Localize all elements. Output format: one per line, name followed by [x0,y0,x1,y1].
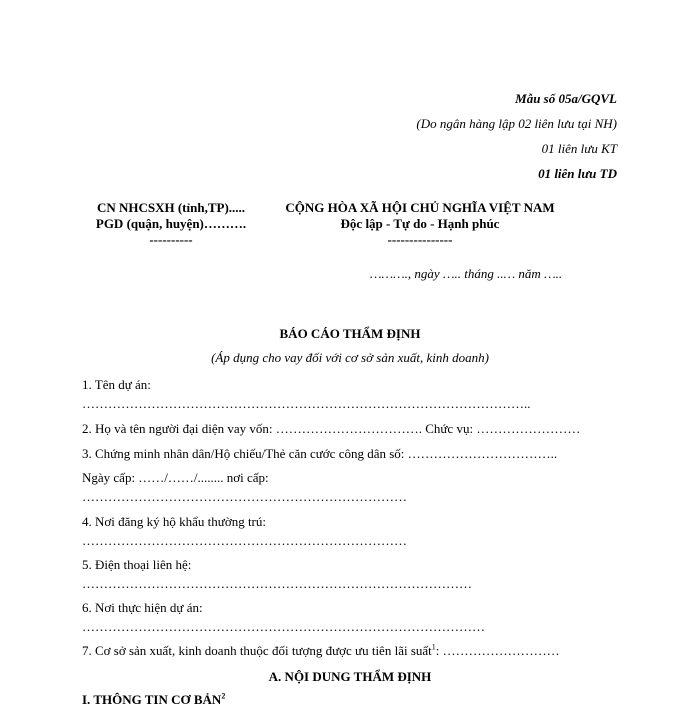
field-project-name-dots: ………………………………………………………………………………………….. [82,396,531,411]
footnote-2: 2 [221,691,226,701]
field-project-location: 6. Nơi thực hiện dự án: [82,600,203,615]
section-i-heading [82,692,225,708]
field-issue-date: Ngày cấp: ……/……/........ nơi cấp: [82,470,269,485]
field-representative: 2. Họ và tên người đại diện vay vốn: ……………………………. Chức vụ: …………………… [82,421,581,436]
section-i-label: I. THÔNG TIN CƠ BẢN [82,692,222,707]
field-project-location-dots: ………………………………………………………………………………… [82,619,485,634]
date-line: ………., ngày ….. tháng ..… năm ….. [370,266,563,281]
field-priority-interest-dots: : ……………………… [435,643,560,658]
right-header [270,200,570,248]
right-header-divider: --------------- [387,232,453,247]
form-code: Mẫu số 05a/GQVL [515,91,617,106]
document-title: BÁO CÁO THẨM ĐỊNH [279,326,421,341]
left-header [82,200,260,248]
field-issue-date-dots: ………………………………………………………………… [82,489,407,504]
field-priority-interest [82,643,560,659]
footnote-1: 1 [431,642,436,652]
copy-kt: 01 liên lưu KT [541,141,617,156]
left-header-divider: ---------- [149,232,193,247]
field-phone: 5. Điện thoại liên hệ: [82,557,192,572]
field-residence: 4. Nơi đăng ký hộ khẩu thường trú: [82,514,266,529]
field-phone-dots: ……………………………………………………………………………… [82,576,472,591]
national-motto: Độc lập - Tự do - Hạnh phúc [340,216,500,231]
copy-td: 01 liên lưu TD [538,166,617,181]
field-priority-interest-label: 7. Cơ sở sản xuất, kinh doanh thuộc đối tượng được ưu tiên lãi suất [82,643,432,658]
field-project-name: 1. Tên dự án: [82,377,151,392]
document-subtitle: (Áp dụng cho vay đối với cơ sở sản xuất, kinh doanh) [211,350,489,365]
left-header-line1: CN NHCSXH (tỉnh,TP)..... [96,200,246,215]
left-header-line2: PGD (quận, huyện)………. [95,216,247,231]
field-residence-dots: ………………………………………………………………… [82,533,407,548]
national-title: CỘNG HÒA XÃ HỘI CHỦ NGHĨA VIỆT NAM [285,200,555,215]
form-note: (Do ngân hàng lập 02 liên lưu tại NH) [416,116,617,131]
section-a-heading: A. NỘI DUNG THẨM ĐỊNH [268,669,432,684]
field-id-number: 3. Chứng minh nhân dân/Hộ chiếu/Thẻ căn cước công dân số: …………………………….. [82,446,558,461]
